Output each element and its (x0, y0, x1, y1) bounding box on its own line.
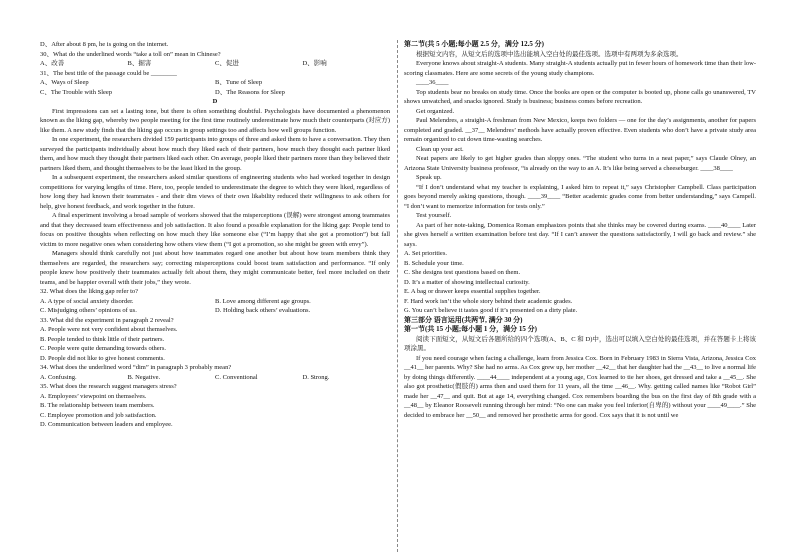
q30-option-a: A、改善 (40, 60, 65, 67)
q31-option-b: B、Tune of Sleep (215, 79, 263, 86)
q35-option-a: A. Employees’ viewpoint on themselves. (40, 392, 147, 400)
section2-title: 第二节(共 5 小题;每小题 2.5 分，满分 12.5 分) (404, 40, 544, 48)
q31-stem: 31、The best title of the passage could be ________ (40, 69, 177, 77)
column-divider (397, 40, 398, 552)
q35-option-d: D. Communication between leaders and employee. (40, 421, 173, 428)
right-column (404, 40, 756, 420)
q33-option-c: C. People were quite demanding towards others. (40, 345, 166, 352)
option-d: D. It’s a matter of showing intellectual curiosity. (404, 278, 530, 286)
option-a: A. Set priorities. (404, 250, 447, 257)
passage-paragraph-2: In one experiment, the researchers divided 159 participants into groups of three and asked them to have a conversation. They then surveyed the participants individually about how much they liked each of their partners, how much they thought each partner liked them, and how much they thought their partners liked each other. On average, people liked their partners more than they believed their partners liked them, and thought themselves to be the least liked in the group. (40, 136, 390, 172)
section2-instruction: 根据短文内容，从短文后的选项中选出能填入空白处的最佳选项。选项中有两项为多余选项。 (416, 50, 683, 58)
passage-paragraph-3: In a subsequent experiment, the researchers asked similar questions of engineering students who had worked together in design competitions for varying lengths of time. Here, too, people tended to underestimate the degree to which they were liked, regardless of how long they had known their teammates - and their dim views of their own likability reduced their willingness to ask others for help, give honest feedback, and work together in the future. (40, 174, 390, 210)
section1-instruction: 阅读下面短文，从短文后各题所给的四个选项(A、B、C 和 D)中，选出可以填入空白处的最佳选项，并在答题卡上将该项涂黑。 (404, 335, 756, 352)
heading-test-yourself: Test yourself. (416, 212, 452, 219)
q32-stem: 32. What does the liking gap refer to? (40, 288, 139, 295)
q32-options-row2 (40, 306, 390, 316)
q32-option-c: C. Misjudging others’ opinions of us. (40, 307, 137, 314)
q34-options (40, 373, 390, 383)
q34-option-b: B. Negative. (127, 373, 161, 381)
q32-options-row1 (40, 297, 390, 307)
q34-option-a: A. Confusing. (40, 373, 77, 381)
passage-paragraph-4: A final experiment involving a broad sample of workers showed that the misperceptions (误解) were strongest among teammates and that they decreased team effectiveness and job satisfaction. It also found a possible explanation for the liking gap: People tend to focus on positive thoughts when reflecting on how much they like someone else (“I’m happy that she got a promotion”) but fall victim to more negative ones when considering how others view them (“I got a promotion, so she might be green with envy”). (40, 212, 390, 248)
q30-option-c: C、促进 (215, 60, 239, 67)
q34-option-c: C. Conventional (215, 373, 258, 381)
q31-options-row1 (40, 78, 390, 88)
q33-option-b: B. People tended to think little of their partners. (40, 335, 165, 343)
option-g: G. You can’t believe it tastes good if it’s presented on a dirty plate. (404, 307, 578, 314)
q31-option-a: A、Ways of Sleep (40, 79, 89, 86)
heading-speak-up: Speak up. (416, 174, 442, 181)
q35-stem: 35. What does the research suggest managers stress? (40, 383, 177, 390)
option-c: C. She designs test questions based on them. (404, 269, 521, 276)
q29-option-d: D、After about 8 pm, he is going on the internet. (40, 41, 169, 48)
q32-option-b: B. Love among different age groups. (215, 297, 311, 305)
left-column (40, 40, 390, 430)
passage-paragraph-5: Managers should think carefully not just about how teammates regard one another but about how team members think they themselves are regarded, the researchers say; correcting misperceptions could boost team satisfaction and performance. “If only people knew how positively their teammates actually felt about them, they might communicate better, feel more included on their teams, and be happier overall with their jobs,” they wrote. (40, 250, 390, 286)
q33-option-a: A. People were not very confident about themselves. (40, 326, 178, 333)
q34-stem: 34. What does the underlined word “dim” in paragraph 3 probably mean? (40, 364, 232, 371)
heading-get-organized: Get organized. (416, 107, 455, 115)
seven-five-para-3: Paul Melendres, a straight-A freshman from New Mexico, keeps two folders — one for the day’s assignments, another for papers completed and graded. __37__ Melendres’ methods have actually proven effective. Even students who don’t have a private study area remain organized to cut down time-wasting searches. (404, 117, 756, 143)
q32-option-d: D. Holding back others’ evaluations. (215, 307, 311, 314)
q30-option-d: D、影响 (302, 60, 327, 67)
part3-title: 第三部分 语言运用(共两节, 满分 30 分) (404, 315, 523, 324)
q31-option-d: D、The Reasons for Sleep (215, 88, 285, 96)
q33-option-d: D. People did not like to give honest comments. (40, 354, 165, 362)
q31-option-c: C、The Trouble with Sleep (40, 88, 113, 96)
option-f: F. Hard work isn’t the whole story behind their academic grades. (404, 297, 573, 305)
q30-options (40, 59, 390, 69)
q30-option-b: B、掘害 (127, 60, 152, 67)
q35-option-c: C. Employee promotion and job satisfaction. (40, 411, 157, 419)
section1-title: 第一节(共 15 小题;每小题 1 分，满分 15 分) (404, 325, 537, 333)
q33-stem: 33. What did the experiment in paragraph 2 reveal? (40, 316, 174, 324)
q30-stem: 30、What do the underlined words “take a toll on” mean in Chinese? (40, 50, 221, 58)
seven-five-para-2: Top students bear no breaks on study time. Once the books are open or the computer is booted up, phone calls go unanswered, TV shows unwatched, and snacks ignored. Study is business; business comes before recreation. (404, 88, 756, 105)
cloze-passage: If you need courage when facing a challenge, learn from Jessica Cox. Born in February 1983 in Sierra Vista, Arizona, Jessica Cox __41__ her parents. Why? She had no arms. As Cox grew up, her mother __42__ that her daughter had the __43__ to live a normal life by doing things differently. ____44____ independent at a young age, Cox learned to tie her shoes, get dressed and take a __45__. She also got prosthetic(假肢的) arms then and used them for 11 years, all the time __46__. Why. getting called names like “Robot Girl” made her __47__ and quit. But at age 14, everything changed. Cox remembers boarding the bus on the first day of 8th grade with a __48__ by Eleanor Roosevelt running through her mind: “No one can make you feel inferior(自卑的) without your ____49____.” She decided to embrace her __50__ and removed her prosthetic arms for good. Cox says that it is not until we (404, 354, 756, 419)
passage-paragraph-1: First impressions can set a lasting tone, but there is often something doubtful. Psychologists have documented a phenomenon known as the liking gap, whereby two people meeting for the first time routinely underestimate how much their counterparts (对应方) like them. A new study finds that the liking gap occurs in group settings too and affects how well groups function. (40, 107, 390, 134)
passage-d-label: D (212, 98, 218, 105)
q34-option-d: D. Strong. (302, 373, 330, 381)
seven-five-para-1: Everyone knows about straight-A students. Many straight-A students actually put in fewer hours of homework time than their low-scoring classmates. Here are some secrets of the young study champions. (404, 60, 756, 77)
q32-option-a: A. A type of social anxiety disorder. (40, 297, 134, 305)
q31-options-row2 (40, 88, 390, 98)
option-b: B. Schedule your time. (404, 259, 464, 267)
heading-clean-up: Clean up your act. (416, 145, 464, 153)
seven-five-para-5: “If I don’t understand what my teacher is explaining, I asked him to repeat it,” says Christopher Campbell. Class participation goes beyond merely asking questions, though. ____39____ “Better academic grades come from better understanding,” says Campell. “I don’t want to memorize information for tests only.” (404, 183, 756, 210)
blank-36: ____36____ (416, 79, 449, 86)
seven-five-para-4: Neat papers are likely to get higher grades than sloppy ones. “The student who turns in a neat paper,” says Claude Olney, an Arizona State University business professor, “is already on the way to an A. It’s like being served a cheeseburger. ____38____ (404, 155, 756, 172)
q35-option-b: B. The relationship between team members. (40, 402, 155, 409)
option-e: E. A bag or drawer keeps essential supplies together. (404, 288, 541, 295)
seven-five-para-6: As part of her note-taking, Domenica Roman emphasizes points that she thinks may be covered during exams. ____40____ Later she gives herself a written examination before test day. “If I can’t answer the questions satisfactorily, I will go back and review.” she says. (404, 221, 756, 248)
